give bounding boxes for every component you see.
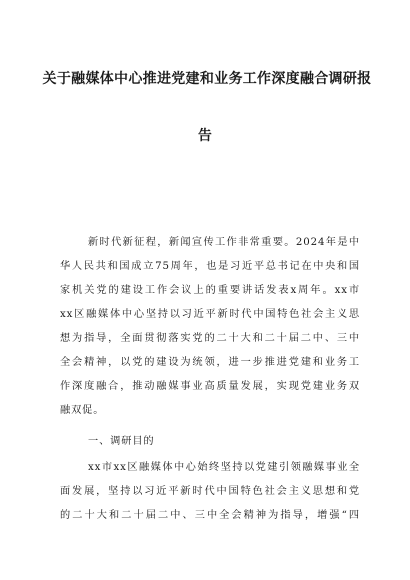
section1-line-1: xx市xx区融媒体中心始终坚持以党建引领融媒事业全	[88, 462, 360, 473]
section1-line-3: 的二十大和二十届二中、三中全会精神为指导，增强“四	[60, 510, 360, 521]
intro-line-3: 家机关党的建设工作会议上的重要讲话发表x周年。xx市	[60, 285, 360, 296]
document-title-line-2: 告	[197, 128, 213, 144]
intro-line-1: 新时代新征程，新闻宣传工作非常重要。2024年是中	[88, 237, 360, 248]
section-heading-purpose: 一、调研目的	[88, 436, 155, 447]
intro-line-4: xx区融媒体中心坚持以习近平新时代中国特色社会主义思	[60, 309, 360, 320]
document-title-line-1: 关于融媒体中心推进党建和业务工作深度融合调研报	[42, 71, 372, 87]
intro-line-2: 华人民共和国成立75周年，也是习近平总书记在中央和国	[60, 261, 360, 272]
intro-line-7: 作深度融合，推动融媒事业高质量发展，实现党建业务双	[60, 381, 360, 392]
intro-line-6: 全会精神，以党的建设为统领，进一步推进党建和业务工	[60, 357, 360, 368]
intro-line-5: 想为指导，全面贯彻落实党的二十大和二十届二中、三中	[60, 333, 360, 344]
intro-line-8: 融双促。	[60, 405, 105, 416]
section1-line-2: 面发展，坚持以习近平新时代中国特色社会主义思想和党	[60, 486, 360, 497]
